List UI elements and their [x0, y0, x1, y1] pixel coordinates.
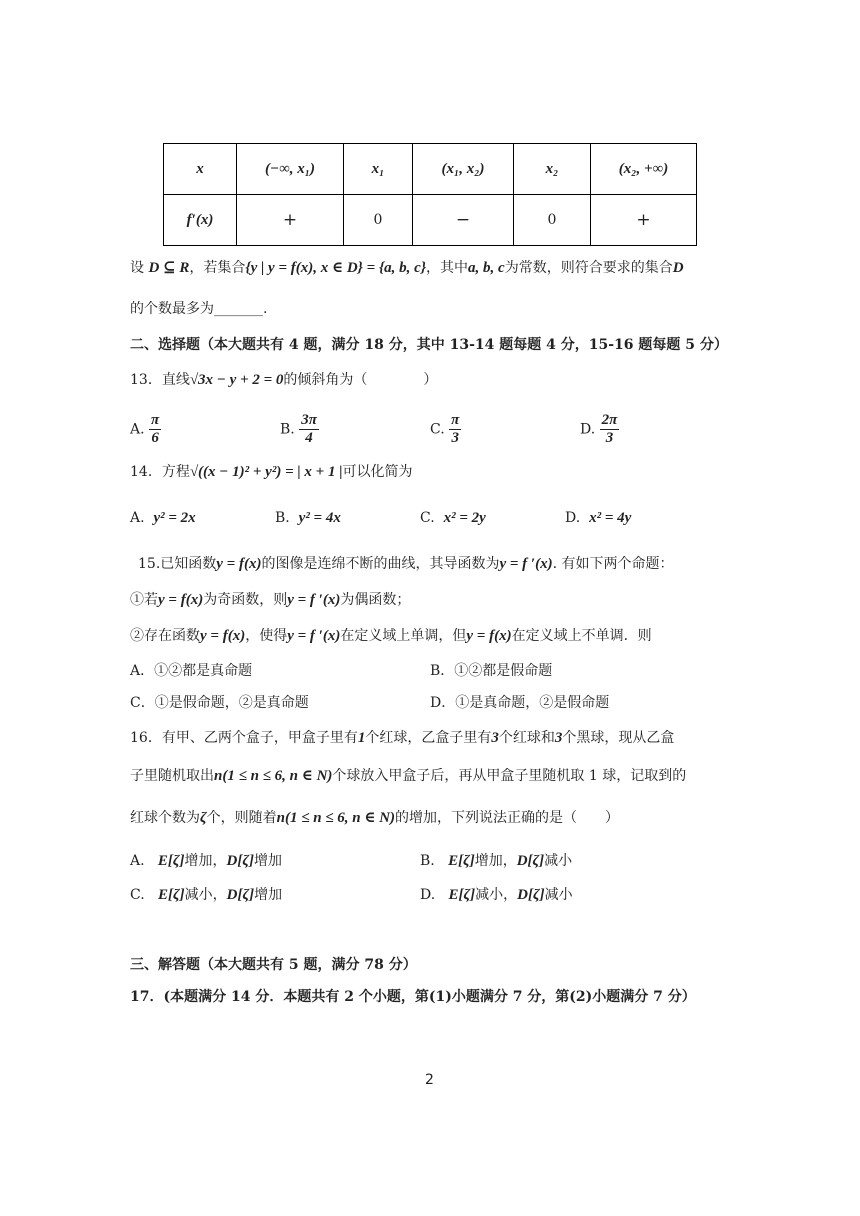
option-label: C. [130, 887, 145, 903]
math: y = f(x) [158, 592, 204, 608]
text: 的倾斜角为（ ） [283, 372, 438, 388]
text: ，其中 [426, 260, 469, 276]
text: . 有如下两个命题： [552, 556, 674, 572]
table-cell: x₁ [344, 144, 413, 195]
table-cell: x₂ [514, 144, 591, 195]
math: D[ζ] [226, 853, 254, 869]
q13-option-b [280, 412, 319, 447]
math: E[ζ] [448, 887, 476, 903]
math: ζ [200, 810, 207, 826]
q16-option-a [130, 851, 282, 871]
text: 增加 [254, 887, 283, 903]
table-cell: 0 [514, 195, 591, 246]
q15-option-a: A．①②都是真命题 [130, 663, 253, 679]
text: 在定义域上单调，但 [340, 628, 467, 644]
table-cell: + [591, 195, 697, 246]
text: 16．有甲、乙两个盒子，甲盒子里有 [130, 730, 358, 746]
table-cell: (x₁, x₂) [413, 144, 514, 195]
text: 个，则随着 [206, 810, 277, 826]
math: n(1 ≤ n ≤ 6, n ∈ N) [276, 810, 396, 826]
math: y = f(x) [200, 628, 246, 644]
q14-option-a [130, 508, 196, 528]
option-label: B. [280, 421, 295, 438]
q16-option-d [420, 885, 573, 905]
q14-option-d [565, 508, 631, 528]
math: D[ζ] [517, 887, 545, 903]
math: y = f(x) [216, 556, 262, 572]
denominator: 4 [305, 430, 313, 446]
table-cell: f′(x) [164, 195, 237, 246]
q12-line-1 [130, 258, 684, 278]
q16-line-1 [130, 728, 674, 748]
q13-option-c [430, 412, 461, 447]
text: ②存在函数 [130, 628, 200, 644]
q15-line-2 [130, 590, 410, 610]
text: 增加， [184, 853, 227, 869]
text: 减小 [544, 853, 573, 869]
text: 的增加，下列说法正确的是（ ） [395, 810, 620, 826]
numerator: 3π [301, 412, 317, 428]
numerator: π [451, 412, 460, 428]
denominator: 6 [151, 430, 159, 446]
table-cell: − [413, 195, 514, 246]
q16-option-c [130, 885, 282, 905]
q12-line-2: 的个数最多为_______. [130, 301, 268, 317]
page-number: 2 [425, 1072, 434, 1088]
question-14 [130, 462, 413, 482]
text: 增加， [474, 853, 517, 869]
text: 为偶函数； [340, 592, 411, 608]
text: 减小， [475, 887, 518, 903]
text: 个黑球，现从乙盒 [562, 730, 675, 746]
q13-option-d [580, 412, 619, 447]
q15-option-d: D．①是真命题，②是假命题 [430, 695, 610, 711]
option-label: D. [580, 421, 596, 438]
section-heading: 二、选择题（本大题共有 4 题，满分 18 分，其中 13-14 题每题 4 分，15-16 题每题 5 分） [130, 337, 728, 353]
table-cell: (x₂, +∞) [591, 144, 697, 195]
text: 个红球和 [498, 730, 555, 746]
q15-option-c: C．①是假命题，②是真命题 [130, 695, 309, 711]
text: 的图像是连绵不断的曲线，其导函数为 [261, 556, 500, 572]
math: y = f ′(x) [499, 556, 553, 572]
table-cell: + [237, 195, 344, 246]
text: 减小 [544, 887, 573, 903]
math: √3x − y + 2 = 0 [189, 372, 284, 388]
text: 增加 [253, 853, 282, 869]
math: a, b, c [468, 260, 505, 276]
text: ，使得 [245, 628, 288, 644]
option-label: A. [130, 853, 145, 869]
table-header-row [164, 144, 697, 195]
math: x² = 2y [443, 510, 486, 526]
math: 3 [554, 730, 563, 746]
math: √((x − 1)² + y²) = | x + 1 | [189, 464, 343, 480]
option-label: C. [430, 421, 445, 438]
q15-option-b: B．①②都是假命题 [430, 663, 553, 679]
math: D [672, 260, 684, 276]
derivative-sign-table [163, 143, 697, 246]
text: 15.已知函数 [138, 556, 217, 572]
math: E[ζ] [157, 853, 185, 869]
math: E[ζ] [158, 887, 185, 903]
question-17-heading: 17．(本题满分 14 分．本题共有 2 个小题，第(1)小题满分 7 分，第(2)小题满分 7 分） [130, 989, 696, 1005]
option-label: D. [420, 887, 436, 903]
option-label: C. [420, 510, 435, 526]
option-label: D. [565, 510, 581, 526]
q16-option-b [420, 851, 572, 871]
q16-line-3 [130, 808, 619, 828]
q14-option-b [275, 508, 341, 528]
q13-option-a [130, 412, 161, 447]
table-cell: x [164, 144, 237, 195]
q16-line-2 [130, 766, 686, 786]
text: 减小， [184, 887, 227, 903]
math: D ⊆ R [148, 260, 190, 276]
math: y² = 4x [298, 510, 341, 526]
math: x² = 4y [589, 510, 632, 526]
text: 个球放入甲盒子后，再从甲盒子里随机取 1 球，记取到的 [332, 768, 687, 784]
math: D[ζ] [226, 887, 255, 903]
option-label: B. [275, 510, 290, 526]
text: ①若 [130, 592, 158, 608]
option-label: B. [420, 853, 435, 869]
fraction [149, 412, 161, 447]
math: y² = 2x [153, 510, 196, 526]
fraction [299, 412, 319, 447]
math: {y | y = f(x), x ∈ D} = {a, b, c} [245, 260, 427, 276]
text: 可以化简为 [342, 464, 413, 480]
text: 为常数，则符合要求的集合 [504, 260, 673, 276]
text: 个红球，乙盒子里有 [365, 730, 492, 746]
math: 3 [491, 730, 499, 746]
table-cell: (−∞, x₁) [237, 144, 344, 195]
text: ，若集合 [189, 260, 246, 276]
text: 为奇函数，则 [203, 592, 288, 608]
table-cell: 0 [344, 195, 413, 246]
section-heading: 三、解答题（本大题共有 5 题，满分 78 分） [130, 957, 417, 973]
q15-line-3 [130, 626, 652, 646]
denominator: 3 [605, 430, 614, 446]
math: y = f ′(x) [287, 592, 341, 608]
q15-line-1 [138, 554, 674, 574]
text: 红球个数为 [130, 810, 200, 826]
fraction [600, 412, 620, 447]
text: 13．直线 [130, 372, 190, 388]
text: 在定义域上不单调．则 [511, 628, 652, 644]
text: 子里随机取出 [130, 768, 214, 784]
option-label: A. [130, 510, 145, 526]
math: y = f ′(x) [287, 628, 341, 644]
numerator: 2π [601, 412, 618, 428]
fraction [449, 412, 461, 447]
math: E[ζ] [448, 853, 475, 869]
option-label: A. [130, 421, 145, 438]
text: 设 [130, 260, 149, 276]
text: 14．方程 [130, 464, 190, 480]
math: D[ζ] [516, 853, 545, 869]
math: 1 [357, 730, 366, 746]
math: n(1 ≤ n ≤ 6, n ∈ N) [214, 768, 333, 784]
numerator: π [151, 412, 160, 428]
question-13 [130, 370, 437, 390]
q14-option-c [420, 508, 486, 528]
math: y = f(x) [466, 628, 512, 644]
table-row [164, 195, 697, 246]
denominator: 3 [451, 430, 459, 446]
